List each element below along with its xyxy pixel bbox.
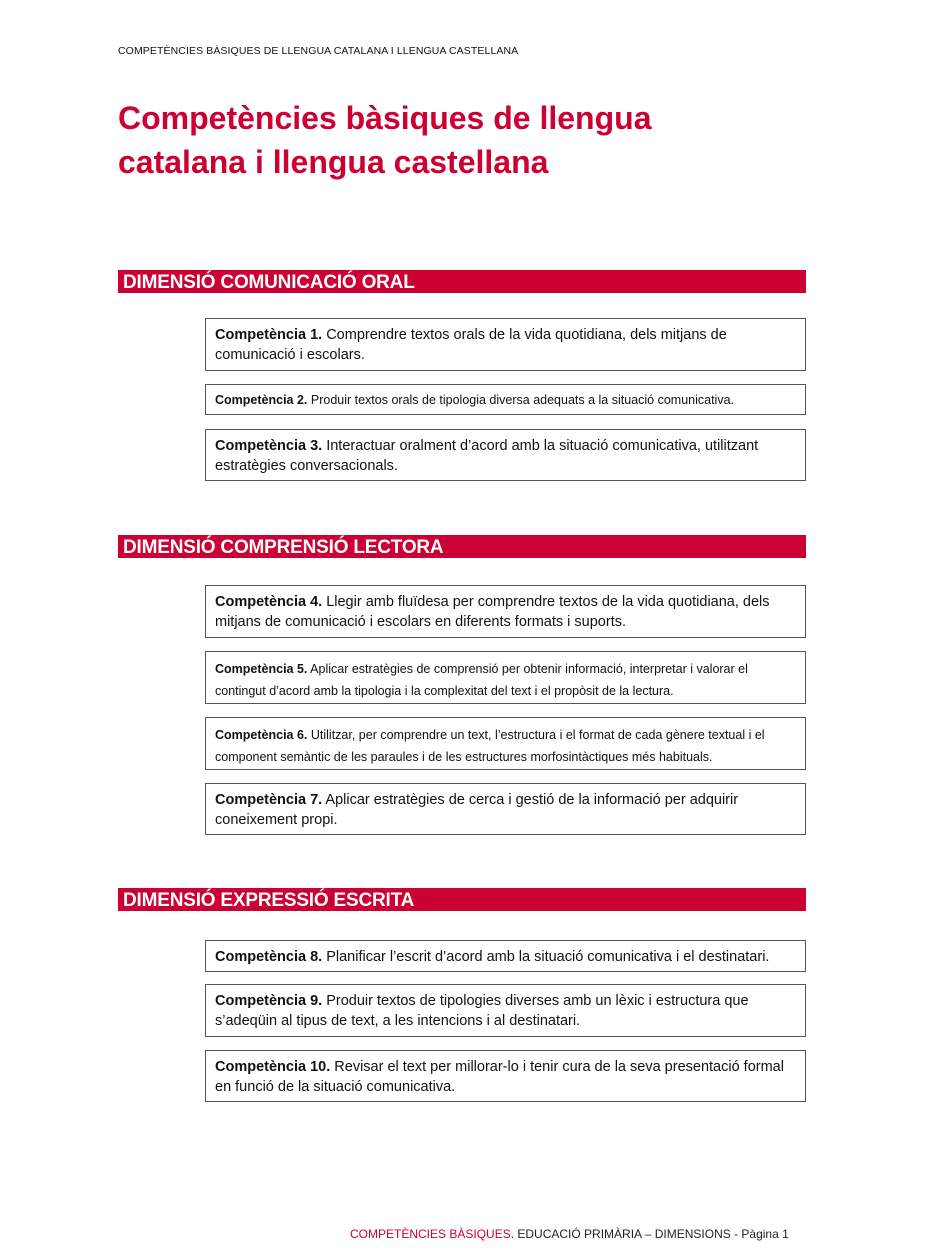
page-footer <box>350 1227 789 1241</box>
competency-text: Comprendre textos orals de la vida quotidiana, dels mitjans de comunicació i escolars. <box>215 327 727 363</box>
competency-box <box>205 318 806 371</box>
competency-box <box>205 1050 806 1102</box>
competency-box <box>205 651 806 704</box>
competency-box <box>205 940 806 972</box>
competency-box <box>205 984 806 1037</box>
competency-box <box>205 429 806 481</box>
document-title <box>118 96 818 184</box>
section-header-expressio-escrita: DIMENSIÓ EXPRESSIÓ ESCRITA <box>118 888 806 911</box>
competency-text: Revisar el text per millorar-lo i tenir cura de la seva presentació formal en funció de la situació comunicativa. <box>215 1059 784 1095</box>
competency-box <box>205 783 806 835</box>
competency-label: Competència 3. <box>215 438 323 454</box>
competency-text: Aplicar estratègies de comprensió per obtenir informació, interpretar i valorar el contingut d’acord amb la tipologia i la complexitat del text i el propòsit de la lectura. <box>215 662 748 698</box>
footer-highlight: COMPETÈNCIES BÀSIQUES <box>350 1227 511 1241</box>
competency-label: Competència 10. <box>215 1059 331 1075</box>
competency-text: Produir textos de tipologies diverses amb un lèxic i estructura que s’adeqüin al tipus de text, a les intencions i al destinatari. <box>215 993 749 1029</box>
competency-text: Planificar l’escrit d’acord amb la situació comunicativa i el destinatari. <box>322 949 770 965</box>
competency-text: Llegir amb fluïdesa per comprendre textos de la vida quotidiana, dels mitjans de comunicació i escolars en diferents formats i suports. <box>215 594 770 630</box>
competency-label: Competència 9. <box>215 993 323 1009</box>
competency-text: Produir textos orals de tipologia diversa adequats a la situació comunicativa. <box>307 393 735 407</box>
competency-box <box>205 585 806 638</box>
competency-box <box>205 384 806 415</box>
competency-label: Competència 5. <box>215 662 308 676</box>
competency-text: Interactuar oralment d’acord amb la situació comunicativa, utilitzant estratègies conversacionals. <box>215 438 759 474</box>
competency-label: Competència 6. <box>215 728 308 742</box>
section-header-comunicacio-oral: DIMENSIÓ COMUNICACIÓ ORAL <box>118 270 806 293</box>
title-line-1: Competències bàsiques de llengua <box>118 100 652 136</box>
footer-text: . EDUCACIÓ PRIMÀRIA – DIMENSIONS - Pàgina 1 <box>510 1227 789 1241</box>
competency-label: Competència 7. <box>215 792 323 808</box>
competency-label: Competència 8. <box>215 949 323 965</box>
competency-label: Competència 1. <box>215 327 323 343</box>
competency-label: Competència 2. <box>215 393 308 407</box>
title-line-2: catalana i llengua castellana <box>118 144 549 180</box>
running-header: COMPETÈNCIES BÀSIQUES DE LLENGUA CATALANA I LLENGUA CASTELLANA <box>118 45 519 57</box>
competency-text: Aplicar estratègies de cerca i gestió de la informació per adquirir coneixement propi. <box>215 792 739 828</box>
competency-label: Competència 4. <box>215 594 323 610</box>
section-header-comprensio-lectora: DIMENSIÓ COMPRENSIÓ LECTORA <box>118 535 806 558</box>
competency-text: Utilitzar, per comprendre un text, l’estructura i el format de cada gènere textual i el component semàntic de les paraules i de les estructures morfosintàctiques més habituals. <box>215 728 765 764</box>
competency-box <box>205 717 806 770</box>
